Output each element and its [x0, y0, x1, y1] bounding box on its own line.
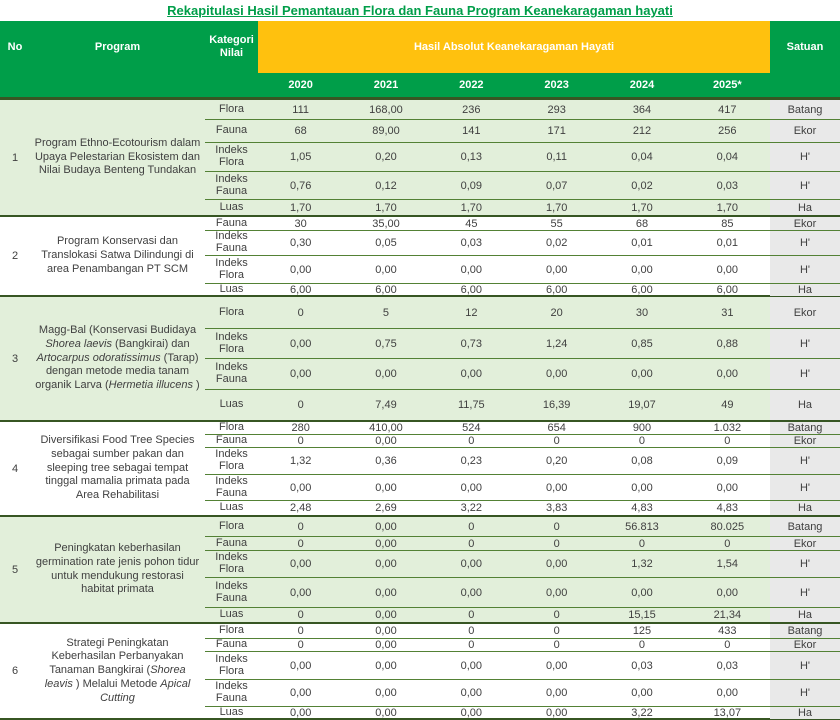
value-cell-2024: 364 [632, 103, 652, 116]
value-cell-2024: 0,00 [631, 368, 653, 380]
value-cell-2020: 0 [297, 520, 304, 533]
value-cell-2024: 56.813 [625, 520, 659, 533]
kategori-cell: Luas [219, 706, 244, 719]
value-cell-2023: 0,00 [545, 481, 568, 494]
value-cell-2025: 417 [718, 103, 737, 116]
satuan-cell: H' [770, 256, 840, 283]
value-cell-2022: 0,00 [460, 481, 483, 494]
value-cell-2023: 0,00 [545, 263, 568, 276]
value-cell-2023: 0 [553, 625, 560, 637]
value-cell-2022: 0 [468, 537, 475, 550]
value-cell-2020: 1,70 [289, 201, 312, 214]
table-row [205, 679, 840, 706]
value-cell-2025: 0 [724, 639, 731, 651]
value-cell-2021: 1,70 [375, 201, 397, 214]
program-name: Peningkatan keberhasilan germination rate jenis pohon tidur untuk mendukung restorasi habitat primata [35, 542, 200, 596]
table-row [205, 624, 840, 638]
table-row [205, 447, 840, 474]
value-cell-2023: 0 [553, 609, 560, 621]
value-cell-2021: 0,00 [375, 558, 397, 570]
value-cell-2023: 171 [547, 125, 566, 137]
program-name: Magg-Bal (Konservasi Budidaya Shorea laevis (Bangkirai) dan Artocarpus odoratissimus (Tarap) dengan metode media tanam organik Larva (Hermetia illucens ) [35, 324, 200, 392]
program-number: 5 [11, 563, 19, 576]
kategori-cell: Fauna [215, 216, 248, 229]
value-cell-2022: 0,00 [460, 263, 483, 276]
value-cell-2020: 0,00 [289, 481, 312, 494]
value-cell-2023: 1,70 [545, 201, 568, 214]
value-cell-2020: 111 [292, 103, 310, 116]
value-cell-2023: 0,00 [545, 707, 568, 719]
program-name: Diversifikasi Food Tree Species sebagai sumber pakan dan sleeping tree sebagai tempat tinggal mamalia primata pada Area Rehabilitasi [40, 434, 195, 502]
value-cell-2023: 16,39 [542, 399, 571, 411]
value-cell-2023: 293 [547, 103, 566, 116]
kategori-cell: Indeks Fauna [215, 680, 248, 704]
table-row [205, 422, 840, 434]
value-cell-2021: 7,49 [375, 399, 397, 411]
satuan-cell: Ekor [770, 297, 840, 328]
value-cell-2025: 0,01 [716, 237, 739, 249]
kategori-cell: Fauna [215, 536, 248, 549]
value-cell-2021: 0,00 [375, 625, 397, 637]
program-number: 2 [11, 250, 19, 262]
table-row [205, 119, 840, 142]
table-row [205, 328, 840, 358]
value-cell-2020: 0 [297, 625, 304, 637]
table-row [205, 536, 840, 550]
value-cell-2022: 0 [468, 625, 475, 637]
table-row [205, 230, 840, 255]
program-block [0, 215, 840, 295]
satuan-cell: H' [770, 680, 840, 706]
value-cell-2025: 31 [721, 306, 734, 319]
satuan-cell: Ha [770, 390, 840, 420]
kategori-cell: Flora [218, 624, 245, 637]
value-cell-2024: 0,03 [631, 659, 653, 672]
kategori-cell: Flora [218, 102, 245, 115]
header-kategori-nilai: Kategori Nilai [209, 34, 254, 59]
value-cell-2023: 0,11 [546, 151, 567, 163]
value-cell-2022: 0,00 [460, 707, 483, 719]
value-cell-2025: 0,00 [716, 368, 739, 380]
value-cell-2023: 0 [553, 537, 560, 550]
value-cell-2025: 0 [724, 435, 731, 447]
program-name: Strategi Peningkatan Keberhasilan Perbanyakan Tanaman Bangkirai (Shorea leavis ) Melalui Metode Apical Cutting [44, 636, 191, 704]
value-cell-2025: 49 [721, 399, 734, 411]
value-cell-2021: 0,00 [375, 435, 397, 447]
value-cell-2022: 1,70 [460, 201, 483, 214]
biodiversity-table [0, 21, 840, 720]
value-cell-2021: 168,00 [369, 103, 403, 116]
value-cell-2024: 4,83 [631, 502, 653, 514]
value-cell-2025: 256 [718, 125, 737, 137]
value-cell-2022: 0,73 [460, 337, 483, 350]
kategori-cell: Flora [218, 519, 245, 532]
header-year-2021: 2021 [373, 79, 399, 91]
value-cell-2024: 0,01 [631, 237, 653, 249]
value-cell-2020: 2,48 [289, 502, 312, 514]
value-cell-2021: 35,00 [372, 217, 400, 230]
program-block [0, 295, 840, 420]
value-cell-2020: 0 [297, 306, 304, 319]
value-cell-2020: 1,05 [289, 151, 312, 163]
value-cell-2020: 0,00 [289, 586, 312, 599]
value-cell-2023: 0,00 [545, 586, 568, 599]
value-cell-2024: 0,04 [631, 151, 653, 163]
table-row [205, 255, 840, 283]
value-cell-2025: 0,00 [716, 586, 739, 599]
value-cell-2023: 6,00 [545, 284, 568, 296]
header-satuan: Satuan [786, 40, 824, 53]
satuan-cell: H' [770, 329, 840, 358]
kategori-cell: Fauna [215, 638, 248, 651]
value-cell-2022: 141 [462, 125, 481, 137]
value-cell-2020: 0 [297, 639, 304, 651]
header-year-2024: 2024 [629, 79, 655, 91]
program-rows [205, 624, 840, 718]
value-cell-2020: 0,00 [289, 659, 312, 672]
program-block [0, 420, 840, 515]
value-cell-2025: 0 [724, 537, 731, 550]
program-rows [205, 297, 840, 420]
table-row [205, 607, 840, 622]
program-rows [205, 422, 840, 515]
value-cell-2024: 6,00 [631, 284, 653, 296]
table-row [205, 142, 840, 171]
kategori-cell: Indeks Flora [215, 551, 248, 575]
table-row [205, 171, 840, 199]
kategori-cell: Indeks Flora [215, 144, 248, 168]
value-cell-2023: 0,20 [545, 455, 568, 467]
kategori-cell: Indeks Flora [215, 330, 248, 355]
value-cell-2024: 0,02 [631, 179, 653, 192]
value-cell-2024: 30 [635, 306, 649, 319]
kategori-cell: Indeks Flora [215, 256, 248, 281]
value-cell-2020: 0,00 [289, 337, 312, 350]
satuan-cell: Ha [770, 200, 840, 215]
program-block [0, 622, 840, 718]
value-cell-2021: 0,00 [375, 481, 397, 494]
value-cell-2020: 280 [291, 422, 310, 434]
value-cell-2025: 85 [721, 217, 734, 230]
value-cell-2025: 0,04 [716, 151, 739, 163]
value-cell-2023: 0,00 [545, 659, 568, 672]
value-cell-2024: 3,22 [631, 707, 653, 719]
value-cell-2023: 0 [553, 639, 560, 651]
satuan-cell: H' [770, 359, 840, 389]
value-cell-2025: 21,34 [713, 609, 742, 621]
value-cell-2025: 0,00 [716, 687, 739, 699]
value-cell-2022: 0,00 [460, 368, 483, 380]
table-row [205, 474, 840, 500]
program-rows [205, 217, 840, 295]
value-cell-2022: 11,75 [457, 399, 485, 411]
value-cell-2024: 15,15 [628, 609, 656, 621]
kategori-cell: Fauna [215, 434, 248, 447]
value-cell-2021: 5 [382, 306, 390, 319]
satuan-cell: Ha [770, 501, 840, 515]
value-cell-2021: 0,00 [375, 368, 397, 380]
satuan-cell: Batang [770, 624, 840, 638]
value-cell-2021: 0,00 [375, 537, 397, 550]
value-cell-2021: 0,05 [375, 237, 397, 249]
satuan-cell: Ha [770, 284, 840, 296]
value-cell-2020: 0,00 [289, 707, 312, 719]
table-row [205, 283, 840, 295]
value-cell-2022: 236 [462, 103, 481, 116]
satuan-cell: H' [770, 652, 840, 679]
value-cell-2020: 0 [297, 537, 304, 550]
satuan-cell: Batang [770, 517, 840, 536]
satuan-cell: Ha [770, 707, 840, 719]
value-cell-2021: 410,00 [369, 422, 403, 434]
value-cell-2020: 0,00 [289, 558, 312, 570]
satuan-cell: Ekor [770, 537, 840, 550]
value-cell-2024: 0,00 [631, 586, 653, 599]
value-cell-2024: 68 [635, 217, 649, 230]
value-cell-2023: 1,24 [545, 337, 568, 350]
value-cell-2025: 13,07 [713, 707, 742, 719]
table-row [205, 358, 840, 389]
program-number: 6 [11, 665, 19, 677]
value-cell-2021: 89,00 [372, 125, 400, 137]
value-cell-2021: 0,00 [375, 520, 397, 533]
value-cell-2020: 0 [297, 399, 304, 411]
value-cell-2025: 80.025 [710, 520, 745, 533]
header-program: Program [94, 40, 141, 53]
value-cell-2023: 0 [553, 435, 560, 447]
table-header [0, 21, 840, 100]
program-rows [205, 100, 840, 215]
table-row [205, 577, 840, 607]
value-cell-2022: 0,13 [460, 151, 483, 163]
value-cell-2022: 0,00 [460, 659, 483, 672]
value-cell-2021: 0,12 [375, 179, 397, 192]
value-cell-2025: 0,00 [716, 263, 739, 276]
value-cell-2024: 1,32 [631, 558, 653, 570]
value-cell-2023: 0,02 [545, 237, 568, 249]
value-cell-2023: 0,00 [545, 368, 568, 380]
program-number: 1 [11, 151, 19, 164]
table-row [205, 706, 840, 718]
kategori-cell: Flora [218, 305, 245, 318]
value-cell-2022: 3,22 [460, 502, 483, 514]
value-cell-2024: 0,85 [631, 337, 653, 350]
program-number: 3 [11, 352, 19, 365]
value-cell-2024: 0,00 [631, 481, 653, 494]
program-block [0, 515, 840, 622]
value-cell-2021: 0,75 [375, 337, 397, 350]
program-rows [205, 517, 840, 622]
kategori-cell: Indeks Flora [215, 652, 248, 677]
kategori-cell: Indeks Fauna [215, 474, 248, 499]
value-cell-2021: 0,00 [375, 263, 397, 276]
value-cell-2024: 0,00 [631, 687, 653, 699]
value-cell-2024: 0,00 [631, 263, 653, 276]
value-cell-2025: 0,09 [716, 455, 739, 467]
value-cell-2023: 20 [550, 306, 563, 319]
kategori-cell: Luas [219, 501, 244, 514]
value-cell-2025: 0,00 [716, 481, 739, 494]
value-cell-2020: 0,00 [289, 368, 312, 380]
value-cell-2020: 68 [294, 125, 307, 137]
value-cell-2021: 0,00 [375, 609, 397, 621]
value-cell-2022: 0,23 [460, 455, 483, 467]
value-cell-2022: 45 [465, 217, 478, 230]
satuan-cell: Ekor [770, 217, 840, 230]
program-number: 4 [11, 462, 19, 475]
value-cell-2022: 0,03 [460, 237, 483, 249]
value-cell-2022: 0,00 [460, 687, 483, 699]
kategori-cell: Indeks Fauna [215, 230, 248, 254]
program-name: Program Ethno-Ecotourism dalam Upaya Pelestarian Ekosistem dan Nilai Budaya Benteng Tundakan [34, 136, 201, 177]
header-year-2023: 2023 [544, 79, 569, 91]
program-block [0, 100, 840, 215]
value-cell-2021: 0,00 [375, 707, 397, 719]
table-row [205, 517, 840, 536]
table-row [205, 100, 840, 119]
value-cell-2022: 12 [465, 306, 478, 319]
value-cell-2022: 0,09 [460, 179, 483, 192]
value-cell-2021: 6,00 [375, 284, 397, 296]
table-row [205, 651, 840, 679]
table-row [205, 434, 840, 447]
value-cell-2025: 6,00 [716, 284, 739, 296]
value-cell-2025: 433 [718, 625, 737, 637]
value-cell-2025: 0,03 [716, 659, 739, 672]
kategori-cell: Fauna [215, 124, 248, 137]
value-cell-2021: 0,00 [375, 659, 397, 672]
table-row [205, 217, 840, 230]
satuan-cell: Ekor [770, 120, 840, 142]
value-cell-2025: 0,03 [716, 179, 739, 192]
satuan-cell: Ha [770, 608, 840, 622]
value-cell-2022: 0,00 [460, 586, 483, 599]
satuan-cell: Ekor [770, 639, 840, 651]
value-cell-2020: 0,00 [289, 263, 312, 276]
page-title: Rekapitulasi Hasil Pemantauan Flora dan Fauna Program Keanekaragaman hayati [167, 3, 673, 18]
header-hasil-absolut-banner: Hasil Absolut Keanekaragaman Hayati [258, 21, 770, 73]
header-year-2025: 2025* [712, 79, 742, 91]
satuan-cell: H' [770, 475, 840, 500]
value-cell-2023: 3,83 [545, 502, 568, 514]
value-cell-2020: 30 [294, 217, 307, 230]
table-row [205, 389, 840, 420]
satuan-cell: H' [770, 143, 840, 171]
kategori-cell: Flora [218, 421, 245, 434]
satuan-cell: Ekor [770, 435, 840, 447]
value-cell-2021: 2,69 [375, 502, 397, 514]
kategori-cell: Indeks Flora [215, 448, 248, 472]
table-row [205, 638, 840, 651]
header-year-2020: 2020 [288, 79, 313, 91]
kategori-cell: Luas [219, 200, 244, 213]
value-cell-2020: 0 [297, 435, 304, 447]
value-cell-2022: 0,00 [460, 558, 483, 570]
value-cell-2021: 0,00 [375, 586, 397, 599]
satuan-cell: H' [770, 578, 840, 607]
value-cell-2021: 0,20 [375, 151, 397, 163]
value-cell-2024: 212 [632, 125, 652, 137]
value-cell-2024: 0 [638, 435, 646, 447]
value-cell-2022: 0 [468, 639, 475, 651]
kategori-cell: Luas [219, 608, 244, 621]
program-name: Program Konservasi dan Translokasi Satwa Dilindungi di area Penambangan PT SCM [41, 235, 194, 275]
value-cell-2023: 0,07 [545, 179, 568, 192]
value-cell-2021: 0,00 [375, 687, 397, 699]
value-cell-2025: 4,83 [716, 502, 739, 514]
value-cell-2020: 0,30 [289, 237, 312, 249]
satuan-cell: H' [770, 172, 840, 199]
value-cell-2023: 0,00 [545, 687, 568, 699]
table-row [205, 199, 840, 215]
value-cell-2025: 0,88 [716, 337, 739, 350]
header-year-2022: 2022 [459, 79, 484, 91]
kategori-cell: Indeks Fauna [215, 172, 248, 197]
value-cell-2024: 0 [638, 537, 646, 550]
table-row [205, 297, 840, 328]
value-cell-2022: 6,00 [460, 284, 483, 296]
satuan-cell: Batang [770, 422, 840, 434]
value-cell-2021: 0,36 [375, 455, 397, 467]
value-cell-2024: 900 [632, 422, 652, 434]
value-cell-2020: 6,00 [289, 284, 312, 296]
value-cell-2024: 0 [638, 639, 646, 651]
satuan-cell: H' [770, 448, 840, 474]
header-no: No [7, 40, 23, 53]
kategori-cell: Luas [219, 398, 244, 411]
value-cell-2020: 0,00 [289, 687, 312, 699]
value-cell-2022: 0 [468, 520, 475, 533]
value-cell-2023: 0 [553, 520, 560, 533]
value-cell-2022: 524 [462, 422, 481, 434]
satuan-cell: H' [770, 551, 840, 577]
value-cell-2023: 654 [547, 422, 566, 434]
kategori-cell: Luas [219, 283, 244, 296]
value-cell-2023: 55 [550, 217, 563, 230]
value-cell-2020: 1,32 [289, 455, 312, 467]
value-cell-2024: 19,07 [628, 399, 656, 411]
value-cell-2022: 0 [468, 609, 475, 621]
table-row [205, 550, 840, 577]
value-cell-2020: 0 [297, 609, 304, 621]
satuan-cell: H' [770, 231, 840, 255]
value-cell-2024: 0,08 [631, 455, 653, 467]
value-cell-2025: 1,54 [716, 558, 739, 570]
kategori-cell: Indeks Fauna [215, 361, 248, 385]
value-cell-2021: 0,00 [375, 639, 397, 651]
value-cell-2022: 0 [468, 435, 475, 447]
value-cell-2023: 0,00 [545, 558, 568, 570]
kategori-cell: Indeks Fauna [215, 579, 248, 604]
value-cell-2025: 1,70 [716, 201, 739, 214]
value-cell-2025: 1.032 [713, 422, 742, 434]
satuan-cell: Batang [770, 100, 840, 119]
value-cell-2024: 1,70 [631, 201, 653, 214]
table-body [0, 100, 840, 718]
value-cell-2020: 0,76 [289, 179, 312, 192]
table-row [205, 500, 840, 515]
value-cell-2024: 125 [632, 625, 652, 637]
